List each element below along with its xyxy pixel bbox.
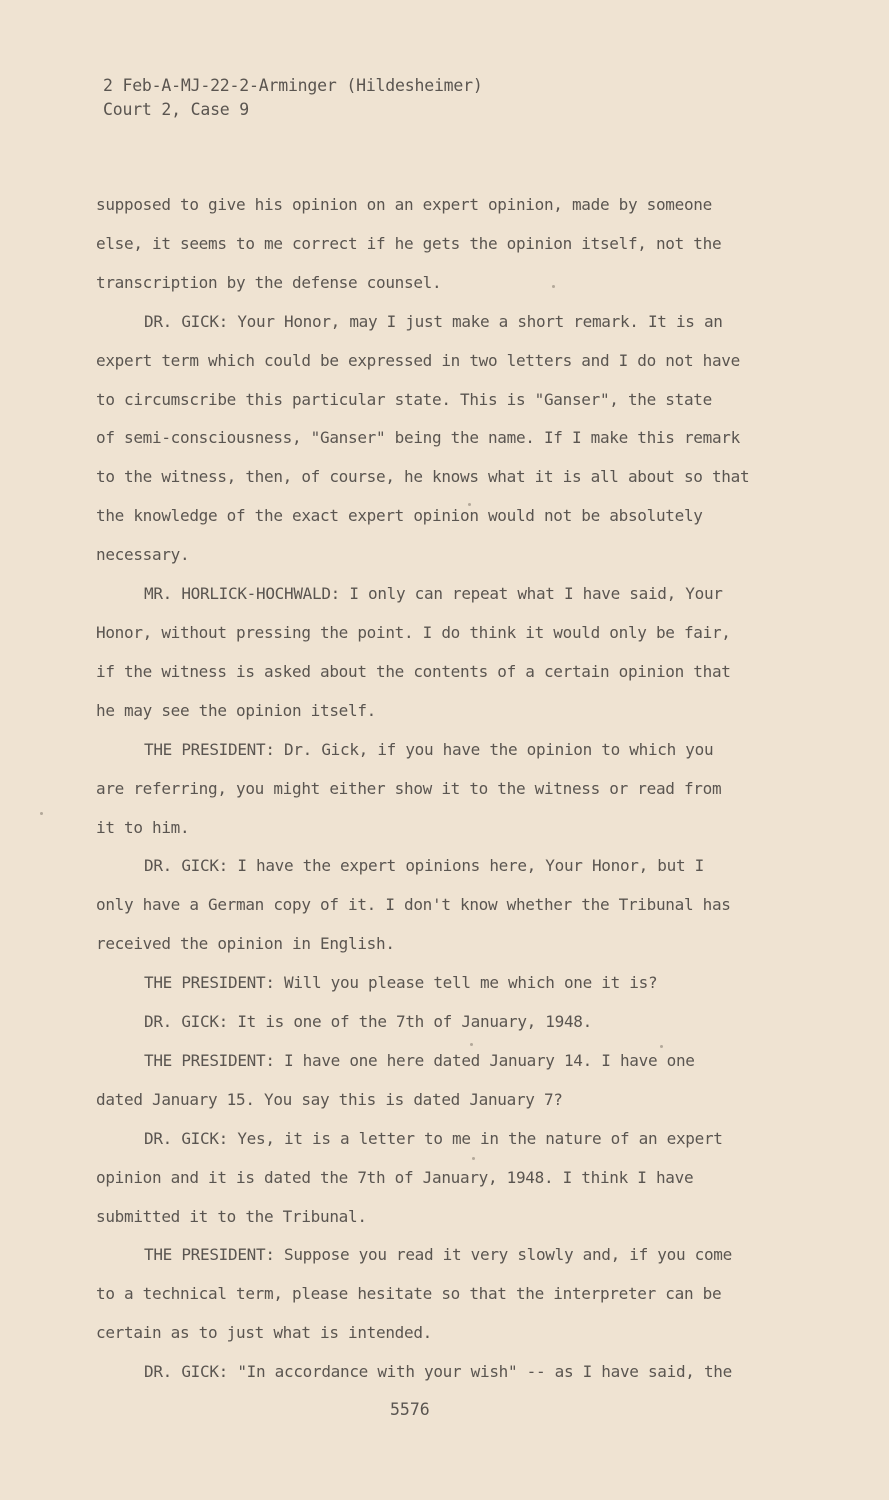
paper-speck <box>472 1157 475 1160</box>
text-line: it to him. <box>96 817 190 837</box>
text-line: expert term which could be expressed in two letters and I do not have <box>96 350 740 370</box>
paragraph <box>96 731 796 848</box>
text-line: if the witness is asked about the contents of a certain opinion that <box>96 661 731 681</box>
text-line: transcription by the defense counsel. <box>96 272 442 292</box>
text-line: necessary. <box>96 545 190 565</box>
paragraph <box>96 1120 796 1237</box>
text-line: to circumscribe this particular state. This is "Ganser", the state <box>96 389 712 409</box>
text-line: THE PRESIDENT: I have one here dated January 14. I have one <box>144 1050 695 1070</box>
header-line-2: Court 2, Case 9 <box>103 100 250 119</box>
text-line: THE PRESIDENT: Suppose you read it very slowly and, if you come <box>144 1245 732 1265</box>
text-line: DR. GICK: It is one of the 7th of January, 1948. <box>144 1012 592 1032</box>
document-header <box>103 74 483 122</box>
transcript-body <box>96 186 796 1392</box>
paragraph <box>96 1353 796 1392</box>
text-line: received the opinion in English. <box>96 934 395 954</box>
paragraph <box>96 1003 796 1042</box>
text-line: submitted it to the Tribunal. <box>96 1206 367 1226</box>
text-line: to a technical term, please hesitate so that the interpreter can be <box>96 1284 722 1304</box>
text-line: else, it seems to me correct if he gets the opinion itself, not the <box>96 233 722 253</box>
paragraph <box>96 575 796 731</box>
text-line: dated January 15. You say this is dated January 7? <box>96 1089 563 1109</box>
text-line: DR. GICK: Your Honor, may I just make a short remark. It is an <box>144 311 723 331</box>
text-line: certain as to just what is intended. <box>96 1323 432 1343</box>
text-line: DR. GICK: I have the expert opinions here, Your Honor, but I <box>144 856 704 876</box>
text-line: supposed to give his opinion on an expert opinion, made by someone <box>96 195 712 214</box>
text-line: DR. GICK: Yes, it is a letter to me in the nature of an expert <box>144 1128 723 1148</box>
text-line: of semi-consciousness, "Ganser" being the name. If I make this remark <box>96 428 740 448</box>
text-line: only have a German copy of it. I don't know whether the Tribunal has <box>96 895 731 915</box>
text-line: opinion and it is dated the 7th of January, 1948. I think I have <box>96 1167 694 1187</box>
paper-speck <box>552 285 555 288</box>
text-line: to the witness, then, of course, he knows what it is all about so that <box>96 467 750 487</box>
paper-speck <box>468 503 471 506</box>
header-line-1: 2 Feb-A-MJ-22-2-Arminger (Hildesheimer) <box>103 76 483 95</box>
text-line: the knowledge of the exact expert opinion would not be absolutely <box>96 506 703 526</box>
paragraph <box>96 847 796 964</box>
paragraph <box>96 1042 796 1120</box>
text-line: THE PRESIDENT: Will you please tell me which one it is? <box>144 973 658 993</box>
text-line: THE PRESIDENT: Dr. Gick, if you have the opinion to which you <box>144 739 714 759</box>
paper-speck <box>660 1045 663 1048</box>
text-line: are referring, you might either show it to the witness or read from <box>96 778 722 798</box>
paragraph <box>96 1236 796 1353</box>
paper-speck <box>470 1043 473 1046</box>
paragraph <box>96 303 796 575</box>
page-number: 5576 <box>390 1400 430 1419</box>
text-line: DR. GICK: "In accordance with your wish" -- as I have said, the <box>144 1362 732 1382</box>
paragraph <box>96 186 796 303</box>
paragraph <box>96 964 796 1003</box>
text-line: MR. HORLICK-HOCHWALD: I only can repeat what I have said, Your <box>144 584 723 604</box>
text-line: Honor, without pressing the point. I do think it would only be fair, <box>96 622 731 642</box>
text-line: he may see the opinion itself. <box>96 700 376 720</box>
paper-speck <box>40 812 43 815</box>
